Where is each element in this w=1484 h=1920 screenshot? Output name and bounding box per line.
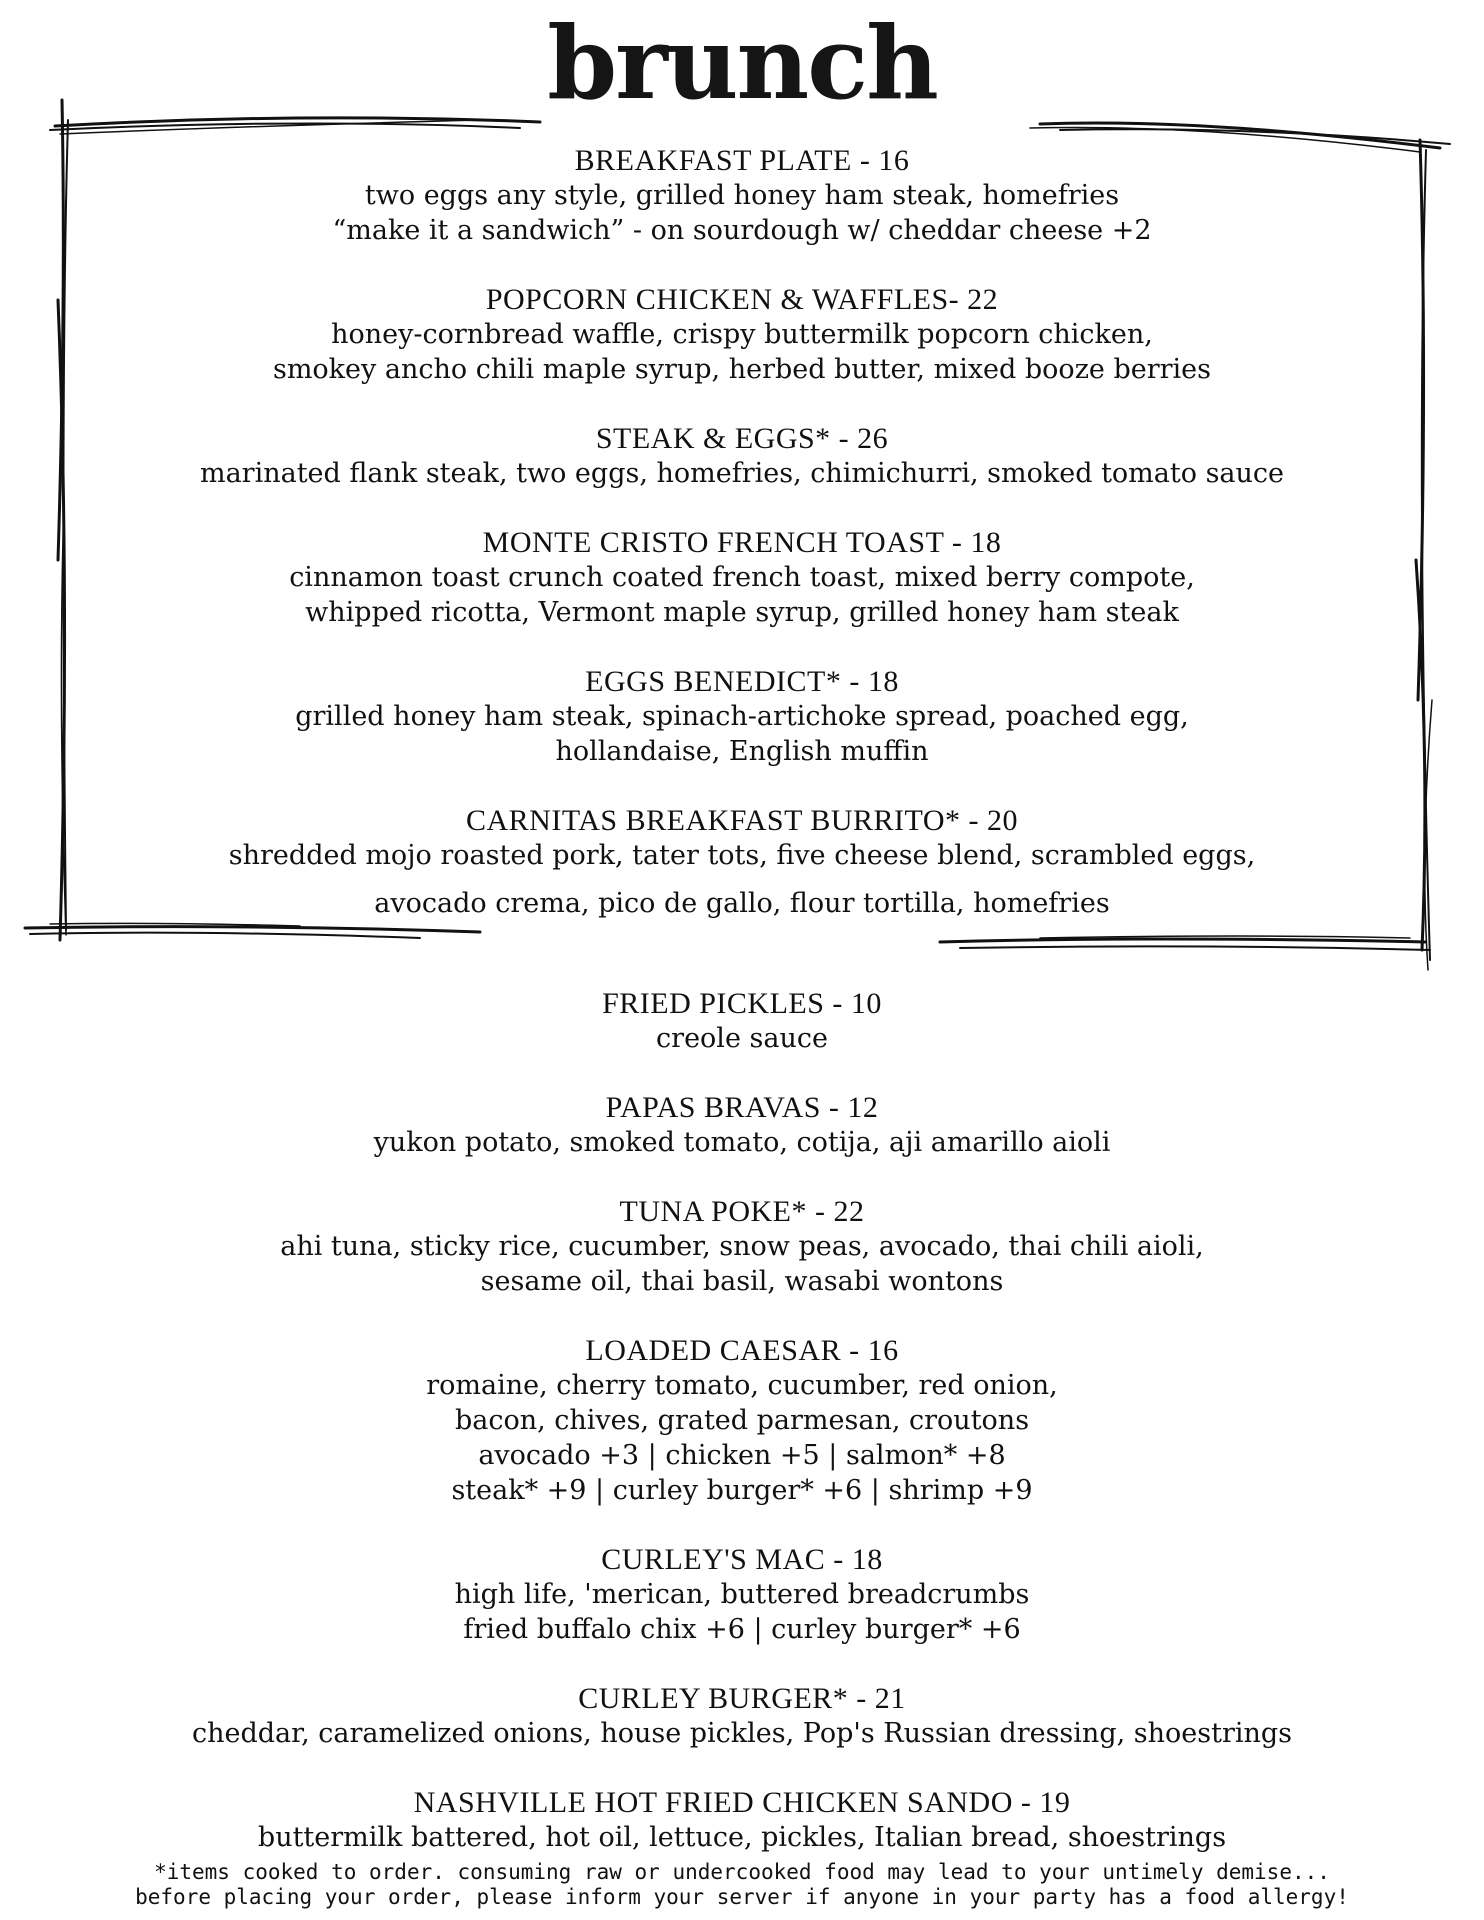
- description-line: avocado crema, pico de gallo, flour tortilla, homefries: [374, 888, 1110, 919]
- menu-item: [40, 1194, 1444, 1299]
- add-on-line: steak* +9 | curley burger* +6 | shrimp +9: [451, 1475, 1033, 1506]
- menu-title: brunch: [547, 4, 937, 122]
- description-line: yukon potato, smoked tomato, cotija, aji amarillo aioli: [373, 1127, 1111, 1158]
- menu-item: [40, 282, 1444, 387]
- description-line: romaine, cherry tomato, cucumber, red onion,: [426, 1370, 1058, 1401]
- description-line: sesame oil, thai basil, wasabi wontons: [480, 1266, 1004, 1297]
- item-description: [40, 1716, 1444, 1751]
- menu-item: [40, 143, 1444, 248]
- menu-item: [40, 1333, 1444, 1508]
- item-description: [40, 560, 1444, 630]
- description-line: grilled honey ham steak, spinach-artichoke spread, poached egg,: [295, 701, 1189, 732]
- item-description: [40, 1368, 1444, 1508]
- description-line: honey-cornbread waffle, crispy buttermilk popcorn chicken,: [331, 319, 1153, 350]
- lower-menu-section: [40, 986, 1444, 1855]
- description-line: cinnamon toast crunch coated french toast, mixed berry compote,: [289, 562, 1195, 593]
- item-description: [40, 456, 1444, 491]
- item-description: [40, 178, 1444, 248]
- item-name: PAPAS BRAVAS - 12: [605, 1091, 879, 1124]
- item-description: [40, 1021, 1444, 1056]
- disclaimer-line: *items cooked to order. consuming raw or undercooked food may lead to your untimely demise...: [154, 1860, 1330, 1884]
- description-line: shredded mojo roasted pork, tater tots, five cheese blend, scrambled eggs,: [228, 840, 1256, 871]
- description-line: hollandaise, English muffin: [555, 736, 929, 767]
- description-line: two eggs any style, grilled honey ham steak, homefries: [364, 180, 1120, 211]
- description-line: smokey ancho chili maple syrup, herbed butter, mixed booze berries: [272, 354, 1212, 385]
- menu-item: [40, 664, 1444, 769]
- item-name: CARNITAS BREAKFAST BURRITO* - 20: [465, 804, 1018, 837]
- allergy-disclaimer: [0, 1860, 1484, 1910]
- description-line: buttermilk battered, hot oil, lettuce, pickles, Italian bread, shoestrings: [257, 1822, 1227, 1853]
- item-description: [40, 1577, 1444, 1647]
- item-name: EGGS BENEDICT* - 18: [585, 665, 899, 698]
- description-line: ahi tuna, sticky rice, cucumber, snow peas, avocado, thai chili aioli,: [280, 1231, 1204, 1262]
- item-name: TUNA POKE* - 22: [619, 1195, 865, 1228]
- item-name: CURLEY'S MAC - 18: [601, 1543, 883, 1576]
- item-name: MONTE CRISTO FRENCH TOAST - 18: [482, 526, 1002, 559]
- description-line: whipped ricotta, Vermont maple syrup, grilled honey ham steak: [305, 597, 1179, 628]
- menu-item: [40, 1542, 1444, 1647]
- item-name: STEAK & EGGS* - 26: [595, 422, 889, 455]
- menu-item: [40, 1785, 1444, 1855]
- description-line: high life, 'merican, buttered breadcrumbs: [454, 1579, 1030, 1610]
- item-description: [40, 317, 1444, 387]
- menu-item: [40, 803, 1444, 921]
- item-description: [40, 1229, 1444, 1299]
- item-description: [40, 1125, 1444, 1160]
- item-name: FRIED PICKLES - 10: [602, 987, 882, 1020]
- menu-item: [40, 1090, 1444, 1160]
- item-description: [40, 1820, 1444, 1855]
- item-name: BREAKFAST PLATE - 16: [574, 144, 910, 177]
- add-on-line: fried buffalo chix +6 | curley burger* +6: [463, 1614, 1021, 1645]
- menu-item: [40, 1681, 1444, 1751]
- description-line: “make it a sandwich” - on sourdough w/ cheddar cheese +2: [332, 215, 1152, 246]
- item-name: POPCORN CHICKEN & WAFFLES- 22: [485, 283, 999, 316]
- item-name: CURLEY BURGER* - 21: [578, 1682, 906, 1715]
- disclaimer-line: before placing your order, please inform your server if anyone in your party has a food allergy!: [135, 1885, 1349, 1909]
- description-line: marinated flank steak, two eggs, homefries, chimichurri, smoked tomato sauce: [199, 458, 1285, 489]
- description-line: creole sauce: [656, 1023, 828, 1054]
- menu-item: [40, 525, 1444, 630]
- description-line: cheddar, caramelized onions, house pickles, Pop's Russian dressing, shoestrings: [191, 1718, 1293, 1749]
- item-description: [40, 699, 1444, 769]
- menu-item: [40, 986, 1444, 1056]
- description-line: bacon, chives, grated parmesan, croutons: [454, 1405, 1030, 1436]
- boxed-menu-section: [40, 143, 1444, 921]
- menu-item: [40, 421, 1444, 491]
- item-name: LOADED CAESAR - 16: [585, 1334, 899, 1367]
- item-description: [40, 838, 1444, 921]
- add-on-line: avocado +3 | chicken +5 | salmon* +8: [478, 1440, 1006, 1471]
- item-name: NASHVILLE HOT FRIED CHICKEN SANDO - 19: [413, 1786, 1071, 1819]
